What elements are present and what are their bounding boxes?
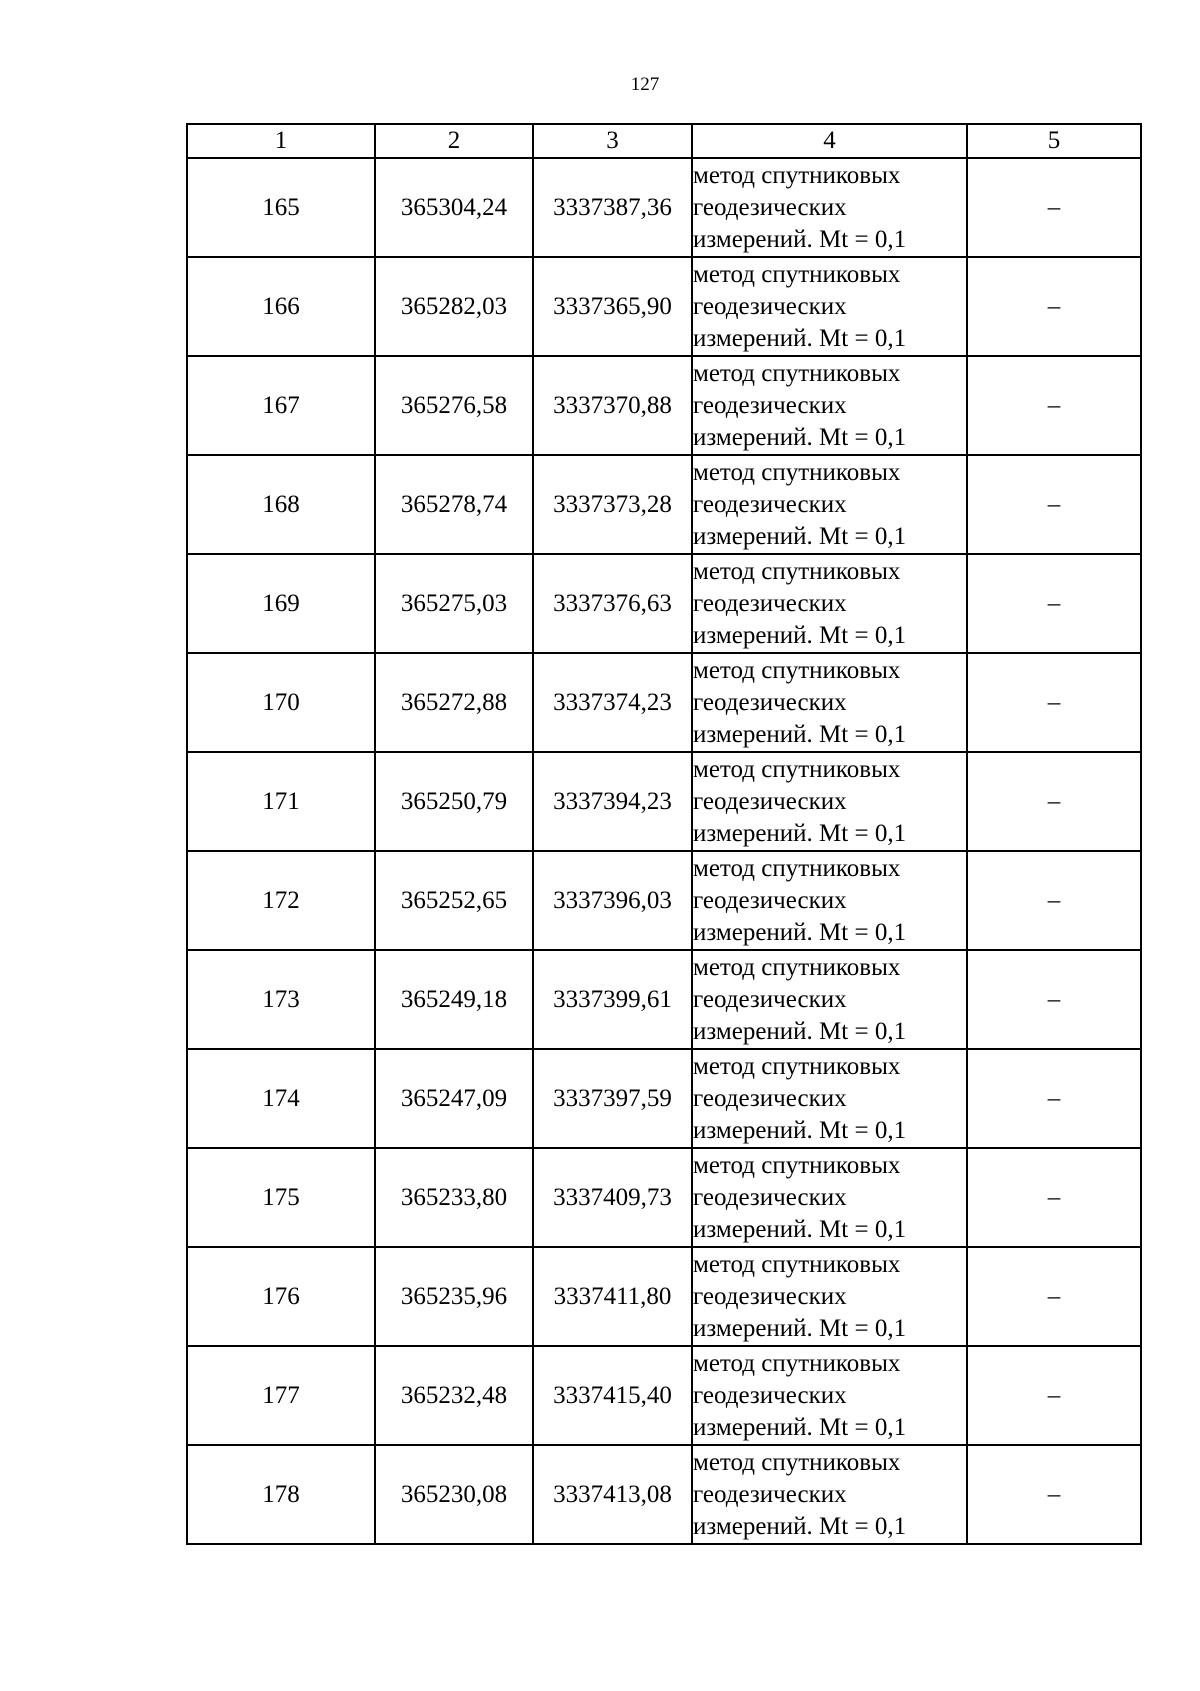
method-text-line: измерений. Mt = 0,1 xyxy=(693,1116,907,1144)
header-col-2: 2 xyxy=(375,124,533,158)
method-cell xyxy=(692,950,967,1049)
table-row xyxy=(187,554,1141,653)
table-row xyxy=(187,851,1141,950)
point-number-cell: 171 xyxy=(187,752,375,851)
point-number-cell: 176 xyxy=(187,1247,375,1346)
y-coordinate-cell: 3337411,80 xyxy=(533,1247,692,1346)
x-coordinate-cell: 365276,58 xyxy=(375,356,533,455)
method-text-line: измерений. Mt = 0,1 xyxy=(693,1314,907,1342)
point-number-cell: 168 xyxy=(187,455,375,554)
note-cell: – xyxy=(967,158,1141,257)
method-text-line: измерений. Mt = 0,1 xyxy=(693,1215,907,1243)
point-number-cell: 166 xyxy=(187,257,375,356)
header-col-1: 1 xyxy=(187,124,375,158)
y-coordinate-cell: 3337397,59 xyxy=(533,1049,692,1148)
method-text-line: метод спутниковых xyxy=(693,953,901,981)
method-text-line: метод спутниковых xyxy=(693,161,901,189)
note-cell: – xyxy=(967,1445,1141,1544)
method-cell xyxy=(692,356,967,455)
note-cell: – xyxy=(967,1247,1141,1346)
note-cell: – xyxy=(967,455,1141,554)
point-number-cell: 173 xyxy=(187,950,375,1049)
point-number-cell: 170 xyxy=(187,653,375,752)
method-text-line: геодезических xyxy=(693,490,847,518)
method-text-line: геодезических xyxy=(693,688,847,716)
method-text-line: измерений. Mt = 0,1 xyxy=(693,1017,907,1045)
note-cell: – xyxy=(967,1346,1141,1445)
method-cell xyxy=(692,1148,967,1247)
note-cell: – xyxy=(967,950,1141,1049)
method-text-line: метод спутниковых xyxy=(693,854,901,882)
y-coordinate-cell: 3337409,73 xyxy=(533,1148,692,1247)
method-text-line: метод спутниковых xyxy=(693,557,901,585)
table-row xyxy=(187,158,1141,257)
x-coordinate-cell: 365247,09 xyxy=(375,1049,533,1148)
method-text-line: геодезических xyxy=(693,1480,847,1508)
method-text-line: геодезических xyxy=(693,1183,847,1211)
method-text-line: метод спутниковых xyxy=(693,458,901,486)
x-coordinate-cell: 365232,48 xyxy=(375,1346,533,1445)
method-text-line: измерений. Mt = 0,1 xyxy=(693,720,907,748)
method-text-line: метод спутниковых xyxy=(693,1250,901,1278)
y-coordinate-cell: 3337413,08 xyxy=(533,1445,692,1544)
y-coordinate-cell: 3337399,61 xyxy=(533,950,692,1049)
method-text-line: геодезических xyxy=(693,1381,847,1409)
method-text-line: метод спутниковых xyxy=(693,1349,901,1377)
x-coordinate-cell: 365272,88 xyxy=(375,653,533,752)
table-row xyxy=(187,1049,1141,1148)
y-coordinate-cell: 3337396,03 xyxy=(533,851,692,950)
method-text-line: метод спутниковых xyxy=(693,1052,901,1080)
method-cell xyxy=(692,1247,967,1346)
y-coordinate-cell: 3337370,88 xyxy=(533,356,692,455)
method-cell xyxy=(692,1346,967,1445)
y-coordinate-cell: 3337365,90 xyxy=(533,257,692,356)
coordinates-table xyxy=(186,123,1142,1545)
method-text-line: измерений. Mt = 0,1 xyxy=(693,819,907,847)
method-text-line: геодезических xyxy=(693,193,847,221)
method-text-line: измерений. Mt = 0,1 xyxy=(693,1512,907,1540)
table-row xyxy=(187,455,1141,554)
method-text-line: геодезических xyxy=(693,985,847,1013)
table-row xyxy=(187,752,1141,851)
method-text-line: метод спутниковых xyxy=(693,1448,901,1476)
x-coordinate-cell: 365230,08 xyxy=(375,1445,533,1544)
method-text-line: измерений. Mt = 0,1 xyxy=(693,324,907,352)
table-body xyxy=(187,158,1141,1544)
page-number: 127 xyxy=(630,74,660,95)
x-coordinate-cell: 365304,24 xyxy=(375,158,533,257)
point-number-cell: 167 xyxy=(187,356,375,455)
method-text-line: метод спутниковых xyxy=(693,755,901,783)
method-text-line: измерений. Mt = 0,1 xyxy=(693,918,907,946)
x-coordinate-cell: 365278,74 xyxy=(375,455,533,554)
method-text-line: геодезических xyxy=(693,886,847,914)
note-cell: – xyxy=(967,554,1141,653)
table-row xyxy=(187,1445,1141,1544)
table-header xyxy=(187,124,1141,158)
table-row xyxy=(187,1148,1141,1247)
note-cell: – xyxy=(967,752,1141,851)
method-text-line: измерений. Mt = 0,1 xyxy=(693,423,907,451)
method-cell xyxy=(692,851,967,950)
method-cell xyxy=(692,158,967,257)
method-text-line: измерений. Mt = 0,1 xyxy=(693,621,907,649)
method-text-line: геодезических xyxy=(693,391,847,419)
point-number-cell: 172 xyxy=(187,851,375,950)
table-row xyxy=(187,950,1141,1049)
method-cell xyxy=(692,653,967,752)
header-row xyxy=(187,124,1141,158)
point-number-cell: 174 xyxy=(187,1049,375,1148)
method-cell xyxy=(692,1445,967,1544)
method-cell xyxy=(692,455,967,554)
y-coordinate-cell: 3337373,28 xyxy=(533,455,692,554)
note-cell: – xyxy=(967,257,1141,356)
method-text-line: геодезических xyxy=(693,292,847,320)
header-col-4: 4 xyxy=(692,124,967,158)
note-cell: – xyxy=(967,653,1141,752)
y-coordinate-cell: 3337387,36 xyxy=(533,158,692,257)
table-row xyxy=(187,653,1141,752)
point-number-cell: 178 xyxy=(187,1445,375,1544)
note-cell: – xyxy=(967,1049,1141,1148)
method-text-line: геодезических xyxy=(693,1084,847,1112)
table-row xyxy=(187,1247,1141,1346)
point-number-cell: 165 xyxy=(187,158,375,257)
x-coordinate-cell: 365233,80 xyxy=(375,1148,533,1247)
method-text-line: метод спутниковых xyxy=(693,1151,901,1179)
table-row xyxy=(187,356,1141,455)
method-cell xyxy=(692,1049,967,1148)
method-cell xyxy=(692,554,967,653)
x-coordinate-cell: 365275,03 xyxy=(375,554,533,653)
note-cell: – xyxy=(967,1148,1141,1247)
point-number-cell: 175 xyxy=(187,1148,375,1247)
header-col-5: 5 xyxy=(967,124,1141,158)
method-text-line: метод спутниковых xyxy=(693,656,901,684)
y-coordinate-cell: 3337376,63 xyxy=(533,554,692,653)
method-text-line: измерений. Mt = 0,1 xyxy=(693,522,907,550)
method-cell xyxy=(692,752,967,851)
x-coordinate-cell: 365249,18 xyxy=(375,950,533,1049)
y-coordinate-cell: 3337374,23 xyxy=(533,653,692,752)
point-number-cell: 169 xyxy=(187,554,375,653)
x-coordinate-cell: 365250,79 xyxy=(375,752,533,851)
point-number-cell: 177 xyxy=(187,1346,375,1445)
x-coordinate-cell: 365282,03 xyxy=(375,257,533,356)
method-cell xyxy=(692,257,967,356)
x-coordinate-cell: 365235,96 xyxy=(375,1247,533,1346)
method-text-line: метод спутниковых xyxy=(693,260,901,288)
note-cell: – xyxy=(967,356,1141,455)
method-text-line: геодезических xyxy=(693,1282,847,1310)
header-col-3: 3 xyxy=(533,124,692,158)
y-coordinate-cell: 3337394,23 xyxy=(533,752,692,851)
table-row xyxy=(187,257,1141,356)
x-coordinate-cell: 365252,65 xyxy=(375,851,533,950)
note-cell: – xyxy=(967,851,1141,950)
method-text-line: метод спутниковых xyxy=(693,359,901,387)
table-row xyxy=(187,1346,1141,1445)
method-text-line: измерений. Mt = 0,1 xyxy=(693,225,907,253)
y-coordinate-cell: 3337415,40 xyxy=(533,1346,692,1445)
method-text-line: измерений. Mt = 0,1 xyxy=(693,1413,907,1441)
method-text-line: геодезических xyxy=(693,787,847,815)
method-text-line: геодезических xyxy=(693,589,847,617)
